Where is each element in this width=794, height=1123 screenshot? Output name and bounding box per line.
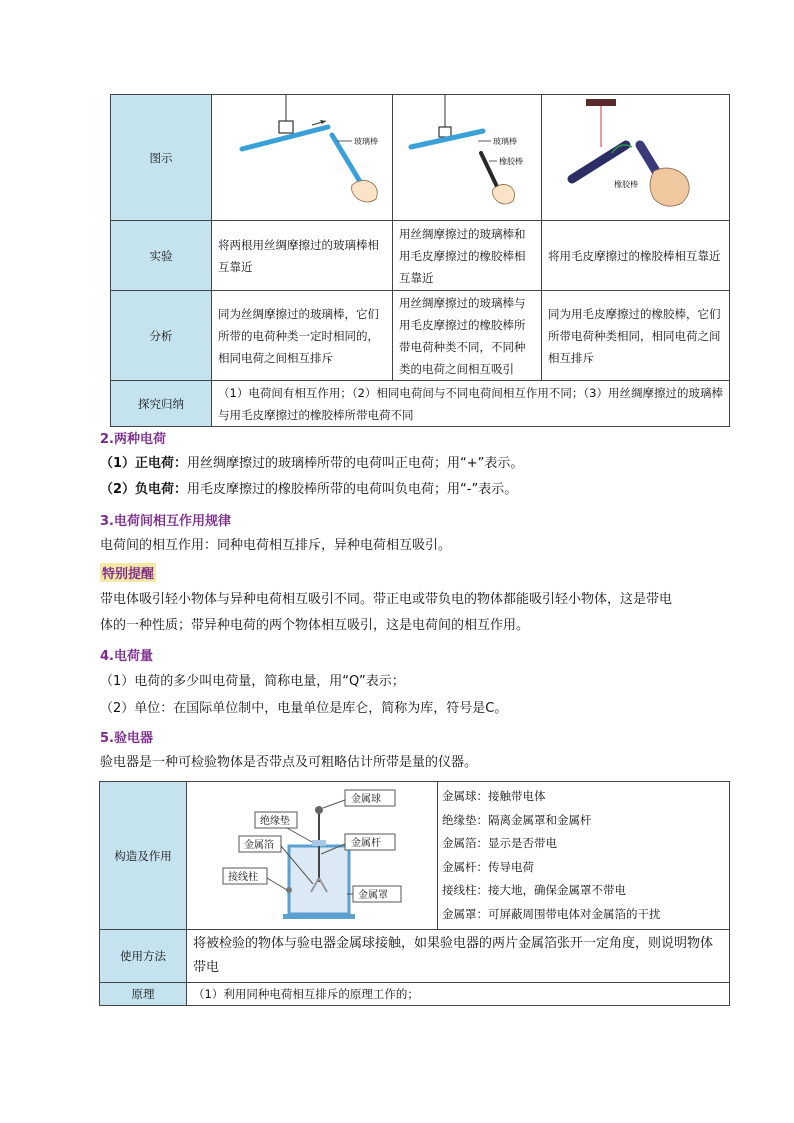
- glass-rod-label-2: 玻璃棒: [493, 137, 517, 146]
- label-metal-foil: 金属箔: [244, 840, 274, 851]
- usage-cell: 将被检验的物体与验电器金属球接触，如果验电器的两片金属箔张开一定角度，则说明物体带电: [187, 930, 730, 983]
- experiment-cell: 用丝绸摩擦过的玻璃棒和用毛皮摩擦过的橡胶棒相互靠近: [393, 221, 542, 291]
- rubber-rod-label-3: 橡胶棒: [614, 180, 638, 189]
- section-title-charge-quantity: 4.电荷量: [100, 649, 153, 664]
- hand-icon: [650, 168, 689, 206]
- label-insulating-pad: 绝缘垫: [260, 816, 290, 827]
- label-metal-rod: 金属杆: [351, 838, 381, 849]
- part-item: 绝缘垫：隔离金属罩和金属杆: [442, 812, 592, 827]
- part-item: 金属箔：显示是否带电: [442, 836, 557, 850]
- rubber-rods-figure: [542, 95, 726, 213]
- negative-charge-text: 用毛皮摩擦过的橡胶棒所带的电荷叫负电荷；用“-”表示。: [187, 482, 518, 497]
- charge-quantity-line-1: （1）电荷的多少叫电荷量，简称电量，用“Q”表示；: [100, 674, 405, 689]
- glass-rods-figure: [212, 95, 392, 213]
- electroscope-table: [99, 781, 730, 1006]
- table-row: [100, 930, 730, 983]
- analysis-cell: 用丝绸摩擦过的玻璃棒与用毛皮摩擦过的橡胶棒所带电荷种类不同，不同种类的电荷之间相互吸引: [393, 291, 542, 381]
- table-row: [111, 291, 730, 381]
- analysis-cell: 同为丝绸摩擦过的玻璃棒，它们所带的电荷种类一定时相同的，相同电荷之间相互排斥: [212, 291, 393, 381]
- section-title-electroscope: 5.验电器: [100, 731, 153, 746]
- label-metal-cover: 金属罩: [358, 890, 388, 901]
- tip-text-line-1: 带电体吸引轻小物体与异种电荷相互吸引不同。带正电或带负电的物体都能吸引轻小物体，这是带电: [100, 592, 673, 607]
- part-item: 金属杆：传导电荷: [442, 859, 534, 874]
- label-metal-ball: 金属球: [351, 794, 381, 805]
- row-head-experiment: 实验: [111, 221, 212, 291]
- section-title-two-charges: 2.两种电荷: [100, 432, 166, 447]
- row-head-structure: 构造及作用: [100, 782, 187, 930]
- figure-cell-1: [212, 95, 393, 221]
- table-row: [111, 95, 730, 221]
- figure-cell-3: [542, 95, 730, 221]
- tip-text-line-2: 体的一种性质；带异种电荷的两个物体相互吸引，这是电荷间的相互作用。: [100, 618, 530, 633]
- charge-quantity-line-2: （2）单位：在国际单位制中，电量单位是库仑，简称为库，符号是C。: [100, 701, 508, 716]
- row-head-figure: 图示: [111, 95, 212, 221]
- table-row: [100, 782, 730, 930]
- hand-icon: [493, 184, 515, 204]
- principle-cell: （1）利用同种电荷相互排斥的原理工作的；: [187, 983, 730, 1006]
- experiment-cell: 将用毛皮摩擦过的橡胶棒相互靠近: [542, 221, 730, 291]
- hand-icon: [352, 180, 378, 202]
- part-item: 接线柱：接大地，确保金属罩不带电: [442, 883, 626, 897]
- experiment-cell: 将两根用丝绸摩擦过的玻璃棒相互靠近: [212, 221, 393, 291]
- conclusion-cell: （1）电荷间有相互作用；（2）相同电荷间与不同电荷间相互作用不同；（3）用丝绸摩擦过的玻璃棒与用毛皮摩擦过的橡胶棒所带电荷不同: [212, 381, 730, 427]
- electroscope-diagram-cell: [187, 782, 438, 930]
- section-title-interaction: 3.电荷间相互作用规律: [100, 514, 231, 529]
- label-terminal-post: 接线柱: [228, 872, 258, 883]
- charge-experiment-table: [110, 94, 730, 427]
- table-row: [111, 381, 730, 427]
- glass-rubber-figure: [393, 95, 541, 213]
- electroscope-intro: 验电器是一种可检验物体是否带点及可粗略估计所带是量的仪器。: [100, 755, 478, 770]
- positive-charge-text: 用丝绸摩擦过的玻璃棒所带的电荷叫正电荷；用“+”表示。: [187, 456, 524, 471]
- glass-rod-label-1: 玻璃棒: [354, 137, 378, 146]
- figure-cell-2: [393, 95, 542, 221]
- row-head-principle: 原理: [100, 983, 187, 1006]
- interaction-text: 电荷间的相互作用：同种电荷相互排斥，异种电荷相互吸引。: [100, 538, 452, 553]
- analysis-cell: 同为用毛皮摩擦过的橡胶棒，它们所带电荷种类相同，相同电荷之间相互排斥: [542, 291, 730, 381]
- table-row: [100, 983, 730, 1006]
- special-tip-title: 特别提醒: [100, 563, 156, 582]
- parts-list-cell: [438, 782, 730, 930]
- negative-charge-line: [100, 478, 517, 502]
- row-head-conclusion: 探究归纳: [111, 381, 212, 427]
- row-head-analysis: 分析: [111, 291, 212, 381]
- table-row: [111, 221, 730, 291]
- row-head-usage: 使用方法: [100, 930, 187, 983]
- rubber-rod-label-2: 橡胶棒: [499, 157, 523, 166]
- part-item: 金属罩：可屏蔽周围带电体对金属箔的干扰: [442, 906, 661, 921]
- part-item: 金属球：接触带电体: [442, 789, 546, 803]
- electroscope-diagram: [187, 782, 437, 926]
- positive-charge-line: [100, 452, 523, 476]
- negative-charge-label: （2）负电荷：: [100, 482, 188, 497]
- positive-charge-label: （1）正电荷：: [100, 456, 188, 471]
